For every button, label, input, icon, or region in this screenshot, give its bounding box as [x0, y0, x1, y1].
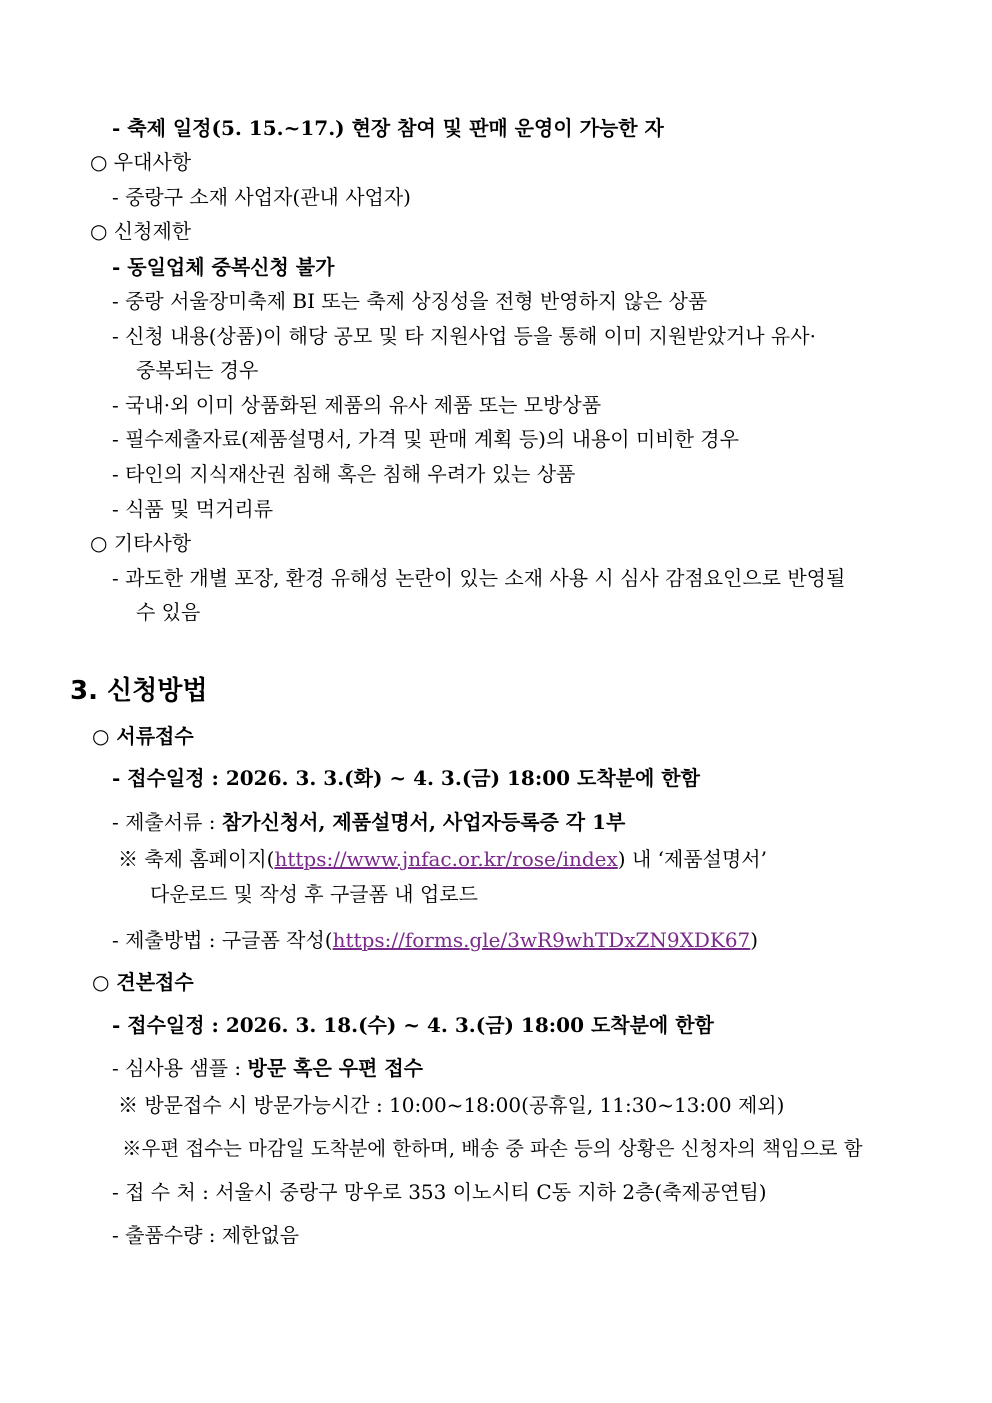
restriction-item: - 신청 내용(상품)이 해당 공모 및 타 지원사업 등을 통해 이미 지원받았거나 유사·	[112, 324, 816, 348]
restriction-item: - 동일업체 중복신청 불가	[112, 255, 335, 279]
other-item: - 과도한 개별 포장, 환경 유해성 논란이 있는 소재 사용 시 심사 감점요인으로 반영될	[112, 566, 846, 590]
submission-method: - 제출방법 : 구글폼 작성(https://forms.gle/3wR9whTDxZN9XDK67)	[112, 928, 759, 952]
restriction-item: - 중랑 서울장미축제 BI 또는 축제 상징성을 전형 반영하지 않은 상품	[112, 289, 708, 313]
other-heading: ○ 기타사항	[90, 531, 192, 555]
sample-label: - 심사용 샘플 :	[112, 1056, 248, 1080]
visit-hours-note: ※ 방문접수 시 방문가능시간 : 10:00~18:00(공휴일, 11:30~13:00 제외)	[118, 1093, 785, 1117]
restriction-item: - 식품 및 먹거리류	[112, 497, 274, 521]
other-item-continued: 수 있음	[136, 600, 201, 624]
homepage-link[interactable]: https://www.jnfac.or.kr/rose/index	[274, 847, 618, 871]
documents-submission	[112, 807, 625, 837]
preference-item: - 중랑구 소재 사업자(관내 사업자)	[112, 185, 411, 209]
homepage-note-continued: 다운로드 및 작성 후 구글폼 내 업로드	[150, 882, 478, 906]
restriction-item-continued: 중복되는 경우	[136, 358, 259, 382]
eligibility-item: - 축제 일정(5. 15.~17.) 현장 참여 및 판매 운영이 가능한 자	[112, 116, 664, 140]
reception-address: - 접 수 처 : 서울시 중랑구 망우로 353 이노시티 C동 지하 2층(축제공연팀)	[112, 1180, 767, 1204]
restriction-item: - 타인의 지식재산권 침해 혹은 침해 우려가 있는 상품	[112, 462, 576, 486]
sample-heading: ○ 견본접수	[92, 970, 194, 994]
google-form-link[interactable]: https://forms.gle/3wR9whTDxZN9XDK67	[332, 928, 751, 952]
restriction-item: - 국내·외 이미 상품화된 제품의 유사 제품 또는 모방상품	[112, 393, 602, 417]
preference-heading: ○ 우대사항	[90, 150, 192, 174]
quantity-limit: - 출품수량 : 제한없음	[112, 1223, 300, 1247]
sample-value: 방문 혹은 우편 접수	[247, 1056, 423, 1080]
documents-heading: ○ 서류접수	[92, 724, 194, 748]
submission-value: 참가신청서, 제품설명서, 사업자등록증 각 1부	[221, 810, 626, 834]
submission-label: - 제출서류 :	[112, 810, 222, 834]
homepage-note: ※ 축제 홈페이지(https://www.jnfac.or.kr/rose/index) 내 ‘제품설명서’	[118, 847, 767, 871]
mail-note: ※우편 접수는 마감일 도착분에 한하며, 배송 중 파손 등의 상황은 신청자의 책임으로 함	[122, 1137, 863, 1160]
restriction-heading: ○ 신청제한	[90, 219, 192, 243]
sample-schedule: - 접수일정 : 2026. 3. 18.(수) ~ 4. 3.(금) 18:00 도착분에 한함	[112, 1013, 714, 1037]
documents-schedule: - 접수일정 : 2026. 3. 3.(화) ~ 4. 3.(금) 18:00 도착분에 한함	[112, 766, 700, 790]
section-title: 3. 신청방법	[70, 676, 208, 706]
sample-delivery	[112, 1053, 423, 1083]
restriction-item: - 필수제출자료(제품설명서, 가격 및 판매 계획 등)의 내용이 미비한 경우	[112, 427, 739, 451]
